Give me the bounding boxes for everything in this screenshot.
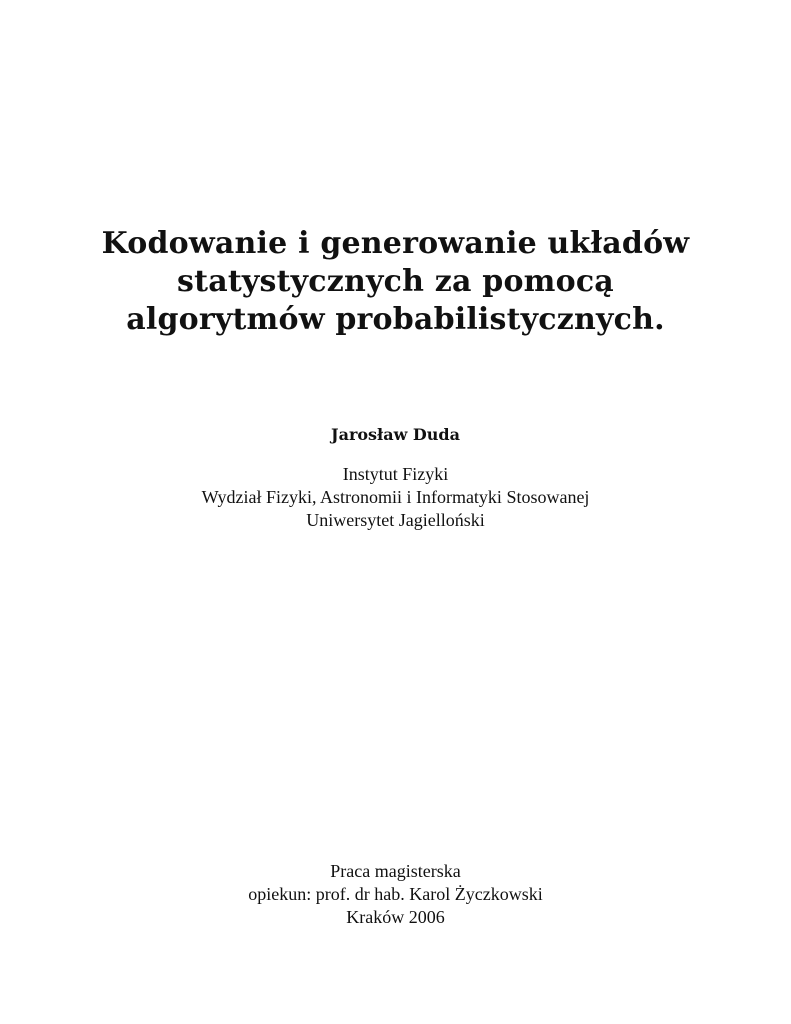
thesis-title-line-3: algorytmów probabilistycznych.	[126, 302, 665, 337]
supervisor-line: opiekun: prof. dr hab. Karol Życzkowski	[248, 884, 543, 904]
thesis-info-block	[0, 860, 791, 929]
university-name: Uniwersytet Jagielloński	[306, 510, 485, 530]
faculty-name: Wydział Fizyki, Astronomii i Informatyki Stosowanej	[201, 487, 590, 507]
author-name: Jarosław Duda	[331, 425, 460, 444]
affiliation-block	[0, 463, 791, 532]
institute-name: Instytut Fizyki	[342, 464, 449, 484]
thesis-title	[0, 225, 791, 339]
thesis-title-line-2: statystycznych za pomocą	[177, 264, 614, 299]
place-year: Kraków 2006	[346, 907, 445, 927]
author-block	[0, 424, 791, 446]
thesis-type: Praca magisterska	[330, 861, 461, 881]
thesis-title-line-1: Kodowanie i generowanie układów	[101, 226, 690, 261]
